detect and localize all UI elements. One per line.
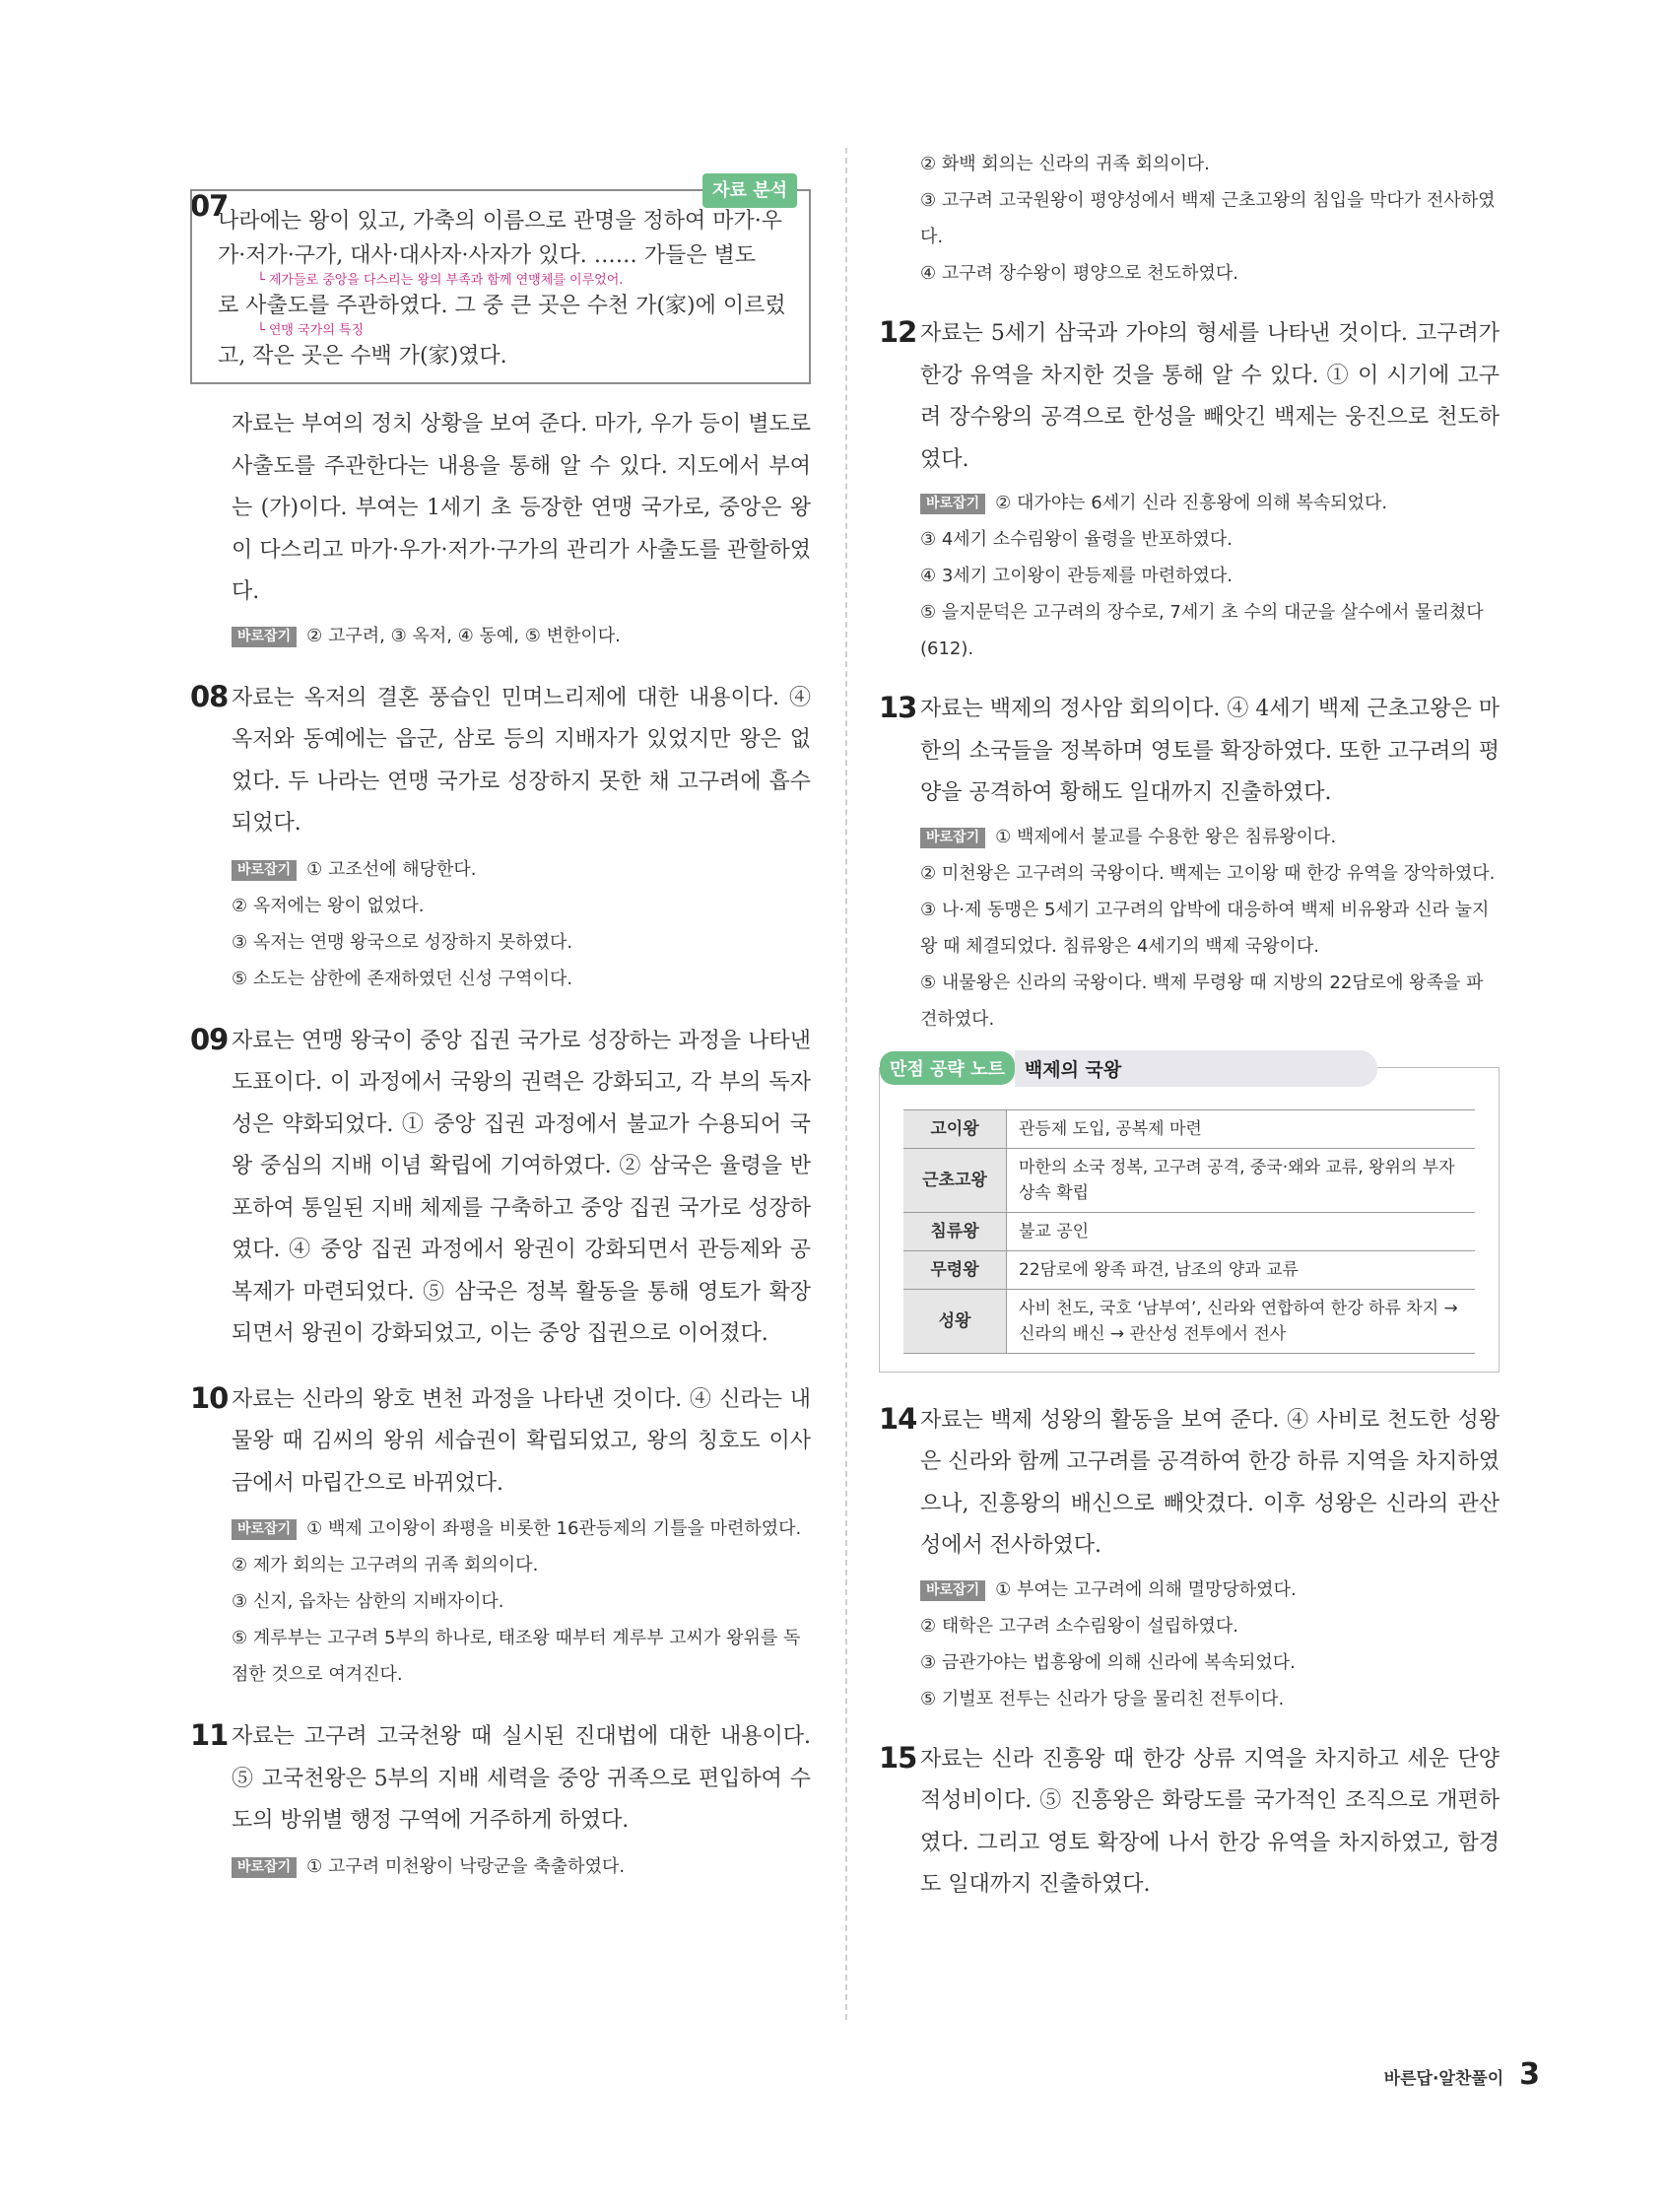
correction-item: ③ 금관가야는 법흥왕에 의해 신라에 복속되었다. [920,1651,1296,1673]
right-column [879,148,1500,1907]
annotation: └ 제가들로 중앙을 다스리는 왕의 부족과 함께 연맹체를 이루었어. [218,270,791,292]
correction-item: ① 고구려 미천왕이 낙랑군을 축출하였다. [306,1855,626,1877]
source-line: 가·저가·구가, 대사·대사자·사자가 있다. …… 가들은 별도 [218,243,756,268]
source-line: 나라에는 왕이 있고, 가축의 이름으로 관명을 정하여 마가·우 [218,209,782,234]
correction-item: ③ 나·제 동맹은 5세기 고구려의 압박에 대응하여 백제 비유왕과 신라 눌지왕 때 체결되었다. 침류왕은 4세기의 백제 국왕이다. [920,899,1490,957]
question-14 [879,1400,1500,1717]
correction-item: ① 고조선에 해당한다. [306,858,477,880]
question-number: 15 [879,1740,917,1775]
question-number: 12 [879,315,917,349]
question-body: 자료는 연맹 왕국이 중앙 집권 국가로 성장하는 과정을 나타낸 도표이다. 이 과정에서 국왕의 권력은 강화되고, 각 부의 독자성은 약화되었다. ① 중앙 집권 과정에서 불교가 수용되어 국왕 중심의 지배 이념 확립에 기여하였다. ② 삼국은 율령을 반포하여 통일된 지배 체제를 구축하고 중앙 집권 국가로 성장하였다. ④ 중앙 집권 과정에서 왕권이 강화되면서 관등제와 공복제가 마련되었다. ⑤ 삼국은 정복 활동을 통해 영토가 확장되면서 왕권이 강화되었고, 이는 중앙 집권으로 이어졌다. [232,1028,811,1346]
footer-label: 바른답·알찬풀이 [1383,2069,1504,2089]
correction-item: ① 부여는 고구려에 의해 멸망당하였다. [995,1578,1297,1600]
king-achievement: 관등제 도입, 공복제 마련 [1007,1109,1476,1148]
king-name: 침류왕 [903,1212,1007,1250]
correction-item: ② 고구려, ③ 옥저, ④ 동예, ⑤ 변한이다. [306,625,621,646]
table-row [903,1212,1475,1250]
king-name: 성왕 [903,1289,1007,1353]
correction-item: ② 옥저에는 왕이 없었다. [232,895,425,916]
correction-item: ② 미천왕은 고구려의 국왕이다. 백제는 고이왕 때 한강 유역을 장악하였다. [920,862,1496,884]
correction-item: ① 백제에서 불교를 수용한 왕은 침류왕이다. [995,826,1337,847]
question-10 [190,1379,811,1694]
question-number: 10 [190,1380,229,1415]
source-line: 로 사출도를 주관하였다. 그 중 큰 곳은 수천 가(家)에 이르렀 [218,294,786,318]
question-08 [190,678,811,997]
question-number: 14 [879,1401,917,1436]
correction-item: ⑤ 소도는 삼한에 존재하였던 신성 구역이다. [232,968,573,989]
king-name: 근초고왕 [903,1148,1007,1212]
correction-list [920,485,1500,667]
correction-item: ② 제가 회의는 고구려의 귀족 회의이다. [232,1555,539,1575]
question-number: 13 [879,691,917,724]
correction-list [920,819,1500,1038]
correction-tag: 바로잡기 [920,494,985,514]
correction-tag: 바로잡기 [232,1857,297,1878]
question-body: 자료는 5세기 삼국과 가야의 형세를 나타낸 것이다. 고구려가 한강 유역을 차지한 것을 통해 알 수 있다. ① 이 시기에 고구려 장수왕의 공격으로 한성을 빼앗긴 백제는 웅진으로 천도하였다. [920,321,1500,472]
note-header [880,1050,1377,1087]
note-title: 백제의 국왕 [1015,1050,1377,1087]
table-row [903,1250,1475,1289]
correction-item: ④ 고구려 장수왕이 평양으로 천도하였다. [920,263,1238,284]
correction-item: ⑤ 계루부는 고구려 5부의 하나로, 태조왕 때부터 계루부 고씨가 왕위를 독점한 것으로 여겨진다. [232,1628,801,1685]
question-body: 자료는 옥저의 결혼 풍습인 민며느리제에 대한 내용이다. ④ 옥저와 동예에는 읍군, 삼로 등의 지배자가 있었지만 왕은 없었다. 두 나라는 연맹 국가로 성장하지 못한 채 고구려에 흡수되었다. [232,685,811,836]
note-badge: 만점 공략 노트 [880,1051,1015,1085]
annotation: └ 연맹 국가의 특징 [218,320,791,342]
correction-list [920,1572,1500,1717]
king-name: 고이왕 [903,1109,1007,1148]
correction-item: ③ 4세기 소수림왕이 율령을 반포하였다. [920,529,1234,550]
king-achievement: 22담로에 왕족 파견, 남조의 양과 교류 [1007,1250,1476,1289]
question-09 [190,1021,811,1356]
question-11 [190,1716,811,1885]
correction-list [232,1510,811,1693]
correction-item: ③ 옥저는 연맹 왕국으로 성장하지 못하였다. [232,931,573,953]
question-body: 자료는 백제의 정사암 회의이다. ④ 4세기 백제 근초고왕은 마한의 소국들을 정복하며 영토를 확장하였다. 또한 고구려의 평양을 공격하여 황해도 일대까지 진출하였다. [920,697,1500,805]
question-body: 자료는 백제 성왕의 활동을 보여 준다. ④ 사비로 천도한 성왕은 신라와 함께 고구려를 공격하여 한강 하류 지역을 차지하였으나, 진흥왕의 배신으로 빼앗겼다. 이후 성왕은 신라의 관산성에서 전사하였다. [920,1407,1500,1558]
correction-item: ⑤ 을지문덕은 고구려의 장수로, 7세기 초 수의 대군을 살수에서 물리쳤다(612). [920,602,1484,659]
correction-tag: 바로잡기 [920,1580,985,1601]
correction-tag: 바로잡기 [232,860,297,881]
question-number: 11 [190,1718,229,1752]
question-body: 자료는 신라의 왕호 변천 과정을 나타낸 것이다. ④ 신라는 내물왕 때 김씨의 왕위 세습권이 확립되었고, 왕의 칭호도 이사금에서 마립간으로 바뀌었다. [232,1386,811,1496]
king-name: 무령왕 [903,1250,1007,1289]
king-achievement: 불교 공인 [1007,1212,1476,1250]
table-row [903,1289,1475,1353]
correction-item: ⑤ 내물왕은 신라의 국왕이다. 백제 무령왕 때 지방의 22담로에 왕족을 파견하였다. [920,972,1484,1030]
note-box [879,1058,1500,1373]
column-divider [845,148,847,2020]
question-12 [879,313,1500,667]
correction-item: ① 백제 고이왕이 좌평을 비롯한 16관등제의 기틀을 마련하였다. [306,1518,802,1539]
table-row [903,1109,1475,1148]
correction-item: ③ 신지, 읍차는 삼한의 지배자이다. [232,1591,504,1612]
king-achievement: 마한의 소국 정복, 고구려 공격, 중국·왜와 교류, 왕위의 부자 상속 확립 [1007,1148,1476,1212]
table-row [903,1148,1475,1212]
page-footer [1384,2057,1540,2092]
correction-list [232,1848,811,1885]
correction-list-continued [920,146,1500,292]
king-achievement: 사비 천도, 국호 ‘남부여’, 신라와 연합하여 한강 하류 차지 → 신라의 배신 → 관산성 전투에서 전사 [1007,1289,1476,1353]
correction-item: ③ 고구려 고국원왕이 평양성에서 백제 근초고왕의 침입을 막다가 전사하였다. [920,190,1496,247]
correction-tag: 바로잡기 [232,1519,297,1540]
correction-tag: 바로잡기 [232,627,297,647]
source-box [190,180,811,384]
correction-item: ⑤ 기벌포 전투는 신라가 당을 물리친 전투이다. [920,1688,1285,1709]
source-line: 고, 작은 곳은 수백 가(家)였다. [218,344,507,369]
question-13 [879,689,1500,1038]
correction-list [232,851,811,997]
question-15 [879,1739,1500,1907]
page-number: 3 [1519,2057,1540,2092]
correction-list [232,618,811,654]
correction-item: ② 화백 회의는 신라의 귀족 회의이다. [920,154,1210,174]
question-body: 자료는 부여의 정치 상황을 보여 준다. 마가, 우가 등이 별도로 사출도를 주관한다는 내용을 통해 알 수 있다. 지도에서 부여는 (가)이다. 부여는 1세기 초 등장한 연맹 국가로, 중앙은 왕이 다스리고 마가·우가·저가·구가의 관리가 사출도를 관할하였다. [232,412,811,604]
correction-item: ② 태학은 고구려 소수림왕이 설립하였다. [920,1615,1238,1637]
question-number: 07 [190,189,229,223]
source-analysis-badge: 자료 분석 [702,173,797,208]
question-body: 자료는 신라 진흥왕 때 한강 상류 지역을 차지하고 세운 단양 적성비이다. ⑤ 진흥왕은 화랑도를 국가적인 조직으로 개편하였다. 그리고 영토 확장에 나서 한강 유역을 차지하였고, 함경도 일대까지 진출하였다. [920,1746,1500,1897]
question-number: 09 [190,1022,229,1056]
note-table [903,1109,1475,1354]
correction-item: ④ 3세기 고이왕이 관등제를 마련하였다. [920,566,1234,586]
question-number: 08 [190,679,229,713]
question-body: 자료는 고구려 고국천왕 때 실시된 진대법에 대한 내용이다. ⑤ 고국천왕은 5부의 지배 세력을 중앙 귀족으로 편입하여 수도의 방위별 행정 구역에 거주하게 하였다. [232,1724,811,1833]
correction-item: ② 대가야는 6세기 신라 진흥왕에 의해 복속되었다. [995,493,1388,513]
correction-tag: 바로잡기 [920,828,985,848]
left-column [190,148,811,1885]
question-07 [190,180,811,654]
